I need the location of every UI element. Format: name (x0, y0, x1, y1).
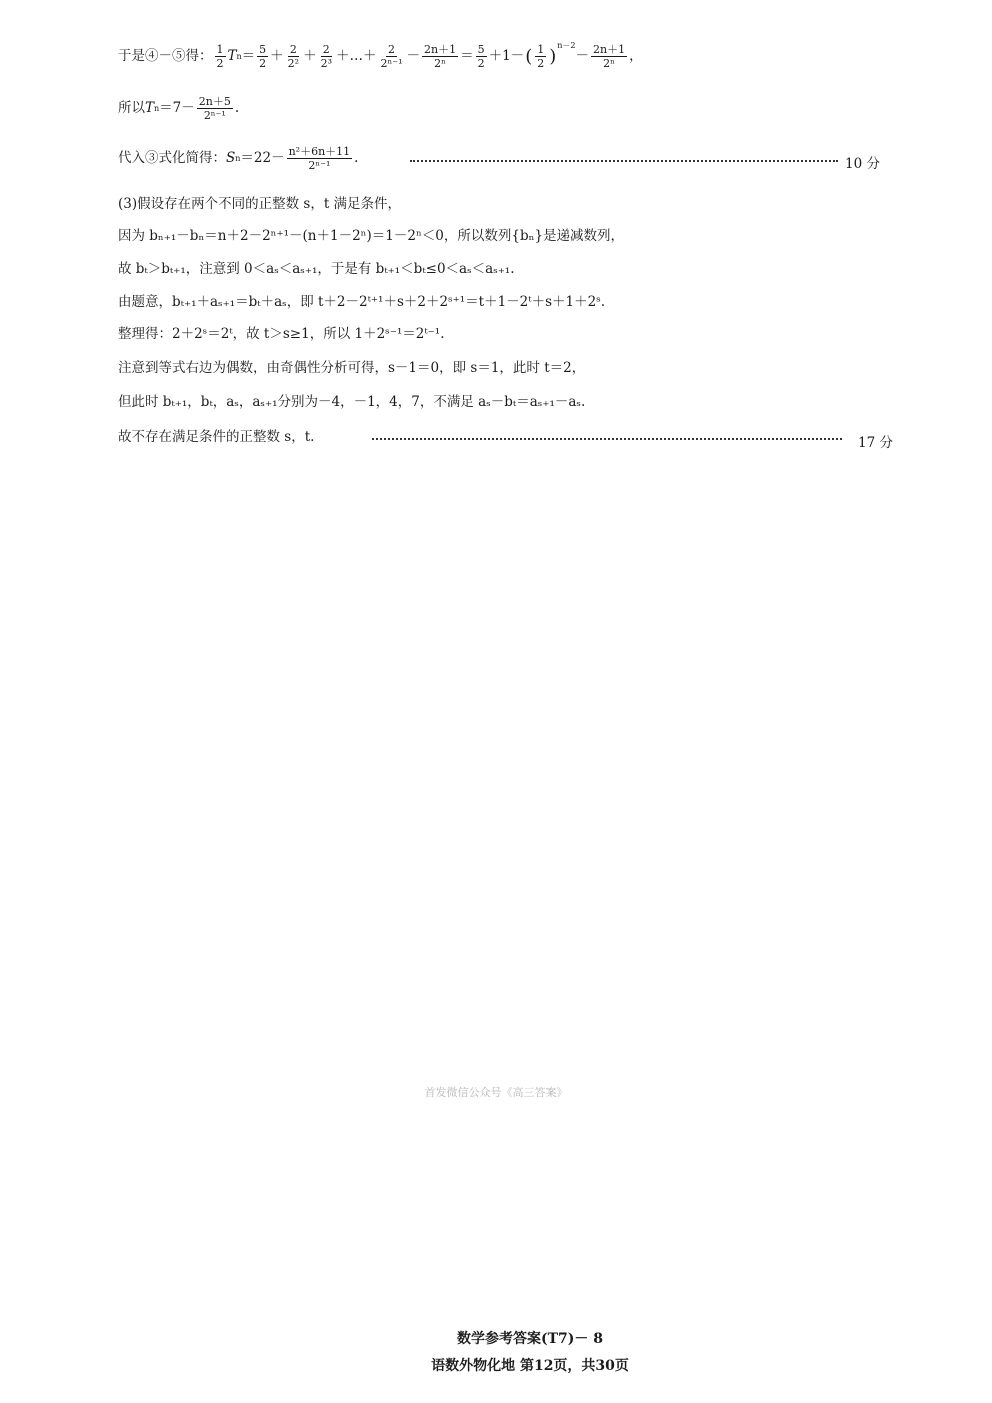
text-line-7: 由题意，bₜ₊₁＋aₛ₊₁＝bₜ＋aₛ，即 t＋2－2ᵗ⁺¹＋s＋2＋2ˢ⁺¹＝t＋1－2ᵗ＋s＋1＋2ˢ. (118, 294, 606, 310)
equation-prefix: 于是④－⑤得： (118, 47, 213, 64)
fraction: $\frac{2n+1}{\text{2ⁿ}}$ (593, 43, 626, 70)
dot-leader (410, 160, 838, 162)
text-line-5: 因为 bₙ₊₁－bₙ＝n＋2－2ⁿ⁺¹－(n＋1－2ⁿ)＝1－2ⁿ＜0，所以数列{bₙ}是递减数列， (118, 228, 625, 244)
fraction: $\frac{5}{2}$ (477, 43, 485, 70)
score-label: 17 分 (858, 435, 893, 451)
variable-T: T (227, 47, 237, 64)
fraction: $\frac{2n+5}{\text{2ⁿ⁻¹}}$ (198, 95, 231, 122)
fraction: $\frac{2}{\text{2²}}$ (287, 43, 300, 70)
fraction: $\frac{2}{\text{2ⁿ⁻¹}}$ (380, 43, 403, 70)
fraction: $\frac{2n+1}{\text{2ⁿ}}$ (424, 43, 457, 70)
fraction: $\frac{2}{\text{2³}}$ (320, 43, 333, 70)
footer-page-info: 语数外物化地 第12页，共30页 (431, 1358, 629, 1374)
text-line-10: 但此时 bₜ₊₁，bₜ，aₛ，aₛ₊₁分别为－4，－1，4，7，不满足 aₛ－bₜ＝aₛ₊₁－aₛ. (118, 394, 586, 410)
text-line-8: 整理得：2＋2ˢ＝2ᵗ，故 t＞s≥1，所以 1＋2ˢ⁻¹＝2ᵗ⁻¹. (118, 326, 445, 342)
variable-T: T (145, 99, 155, 116)
text-line-4: (3)假设存在两个不同的正整数 s，t 满足条件， (118, 196, 402, 212)
equation-line-3: 代入③式化简得： S n ＝22－ $\frac{\text{n²＋6n＋11}}{\text{2ⁿ⁻¹}}$ . (118, 145, 359, 172)
fraction: $\frac{5}{2}$ (259, 43, 267, 70)
watermark-text: 首发微信公众号《高三答案》 (424, 1086, 568, 1099)
equation-line-1: 于是④－⑤得： $\frac{1}{2}$ T n ＝ $\frac{5}{2}$ ＋ $\frac{2}{\text{2²}}$ ＋ $\frac{2}{\text{2³}}$ ＋…＋ $\frac{2}{\text{2ⁿ⁻¹}}$ － $\frac{2n+1}{\text{2ⁿ}}$ ＝ $\frac{5}{2}$ ＋1－ ( $\frac{1}{2}$ ) $^{n-2}$ － $\frac{2n+1}{\text{2ⁿ}}$ ， (118, 41, 643, 70)
equation-line-2: 所以 T n ＝7－ $\frac{2n+5}{\text{2ⁿ⁻¹}}$ . (118, 95, 240, 122)
variable-S: S (226, 149, 236, 166)
text-line-6: 故 bₜ＞bₜ₊₁，注意到 0＜aₛ＜aₛ₊₁，于是有 bₜ₊₁＜bₜ≤0＜aₛ＜aₛ₊₁. (118, 261, 515, 277)
text-line-11: 故不存在满足条件的正整数 s，t. (118, 429, 315, 445)
fraction: $\frac{1}{2}$ (537, 43, 545, 70)
score-label: 10 分 (845, 156, 880, 172)
fraction-half: $\frac{1}{2}$ (216, 43, 224, 70)
text-line-9: 注意到等式右边为偶数，由奇偶性分析可得，s－1＝0，即 s＝1，此时 t＝2， (118, 360, 586, 376)
dot-leader (372, 438, 842, 440)
fraction: $\frac{\text{n²＋6n＋11}}{\text{2ⁿ⁻¹}}$ (288, 145, 351, 172)
footer-title: 数学参考答案(T7)－ 8 (456, 1331, 604, 1347)
